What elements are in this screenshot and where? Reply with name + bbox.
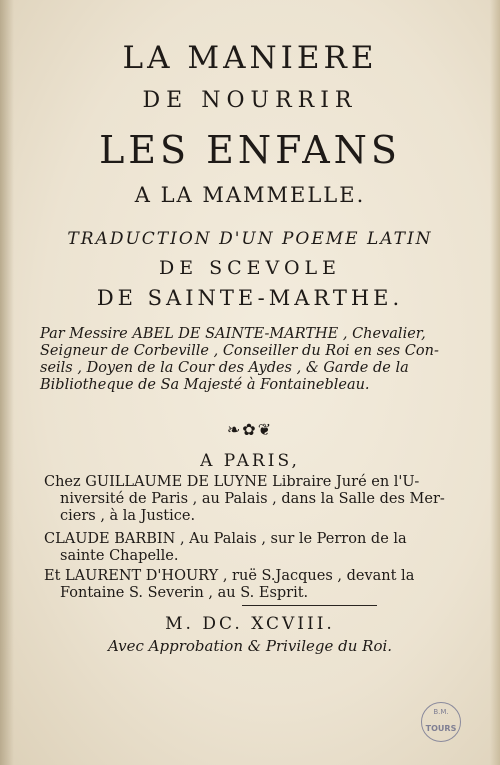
library-stamp — [421, 702, 461, 742]
publisher-entry-1 — [44, 474, 464, 525]
subtitle-translation: TRADUCTION D'UN POEME LATIN — [67, 229, 433, 249]
publication-date: M. DC. XCVIII. — [165, 614, 335, 634]
title-line-2: DE NOURRIR — [142, 88, 358, 113]
publisher-entry-2 — [44, 531, 464, 565]
subtitle-author-line-1: DE SCEVOLE — [158, 257, 342, 279]
publisher-line: ciers , à la Justice. — [60, 508, 196, 524]
imprint-rule — [242, 605, 377, 606]
printer-ornament: ❧✿❦ — [226, 420, 274, 439]
translator-line: Seigneur de Corbeville , Conseiller du Roi en ses Con- — [40, 343, 439, 359]
subtitle-author-line-2: DE SAINTE-MARTHE. — [96, 286, 404, 310]
publisher-line: CLAUDE BARBIN , Au Palais , sur le Perron de la — [44, 531, 407, 547]
approbation-line: Avec Approbation & Privilege du Roi. — [107, 637, 393, 655]
publisher-entry-3 — [44, 568, 464, 602]
publisher-line: Et LAURENT D'HOURY , ruë S.Jacques , devant la — [44, 568, 415, 584]
imprint-city: A PARIS, — [200, 451, 300, 471]
publisher-line: sainte Chapelle. — [60, 548, 179, 564]
title-line-4: A LA MAMMELLE. — [134, 183, 366, 207]
title-line-1: LA MANIERE — [122, 40, 378, 76]
translator-line: seils , Doyen de la Cour des Aydes , & Garde de la — [40, 360, 409, 376]
publisher-line: Chez GUILLAUME DE LUYNE Libraire Juré en l'U- — [44, 474, 420, 490]
publisher-line: niversité de Paris , au Palais , dans la Salle des Mer- — [60, 491, 445, 507]
publisher-line: Fontaine S. Severin , au S. Esprit. — [60, 585, 309, 601]
title-line-3: LES ENFANS — [99, 128, 401, 172]
stamp-bottom-text: TOURS — [425, 724, 457, 733]
stamp-top-text: B.M. — [433, 708, 449, 716]
translator-line: Par Messire ABEL DE SAINTE-MARTHE , Chevalier, — [40, 326, 426, 342]
translator-line: Bibliotheque de Sa Majesté à Fontainebleau. — [40, 377, 370, 393]
translator-paragraph — [40, 326, 470, 394]
